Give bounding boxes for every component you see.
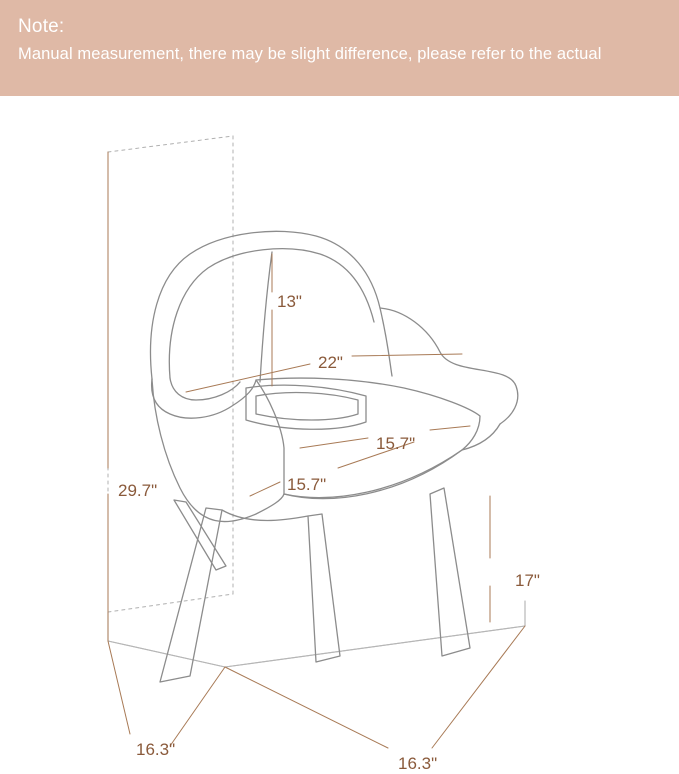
- chair-left-arm-inner: [170, 378, 240, 400]
- leg-base-line: [222, 510, 308, 521]
- note-title: Note:: [18, 16, 65, 37]
- chair-right-body: [462, 424, 500, 450]
- chair-illustration-svg: [0, 96, 679, 680]
- dimension-label-seat-height: 17": [515, 571, 540, 590]
- dimension-label-base-width: 16.3": [398, 754, 438, 773]
- chair-back-top: [380, 308, 518, 424]
- chair-left-arm: [152, 379, 256, 418]
- reference-box: [108, 136, 233, 612]
- dimension-label-back-height: 13": [277, 292, 302, 311]
- chair-left-side-panel: [152, 379, 284, 522]
- dimension-label-width: 22": [318, 353, 343, 372]
- dimension-label-seat-depth: 15.7": [376, 434, 416, 453]
- back-center-seam: [260, 252, 272, 382]
- chair-line-drawing: [0, 96, 679, 773]
- dimension-label-base-depth: 16.3": [136, 740, 176, 759]
- dimension-label-seat-width: 15.7": [287, 475, 327, 494]
- note-text: Manual measurement, there may be slight difference, please refer to the actual: [18, 45, 602, 63]
- dimension-label-overall-height: 29.7": [118, 481, 158, 500]
- ground-plane: [108, 601, 525, 667]
- note-banner: [0, 0, 679, 96]
